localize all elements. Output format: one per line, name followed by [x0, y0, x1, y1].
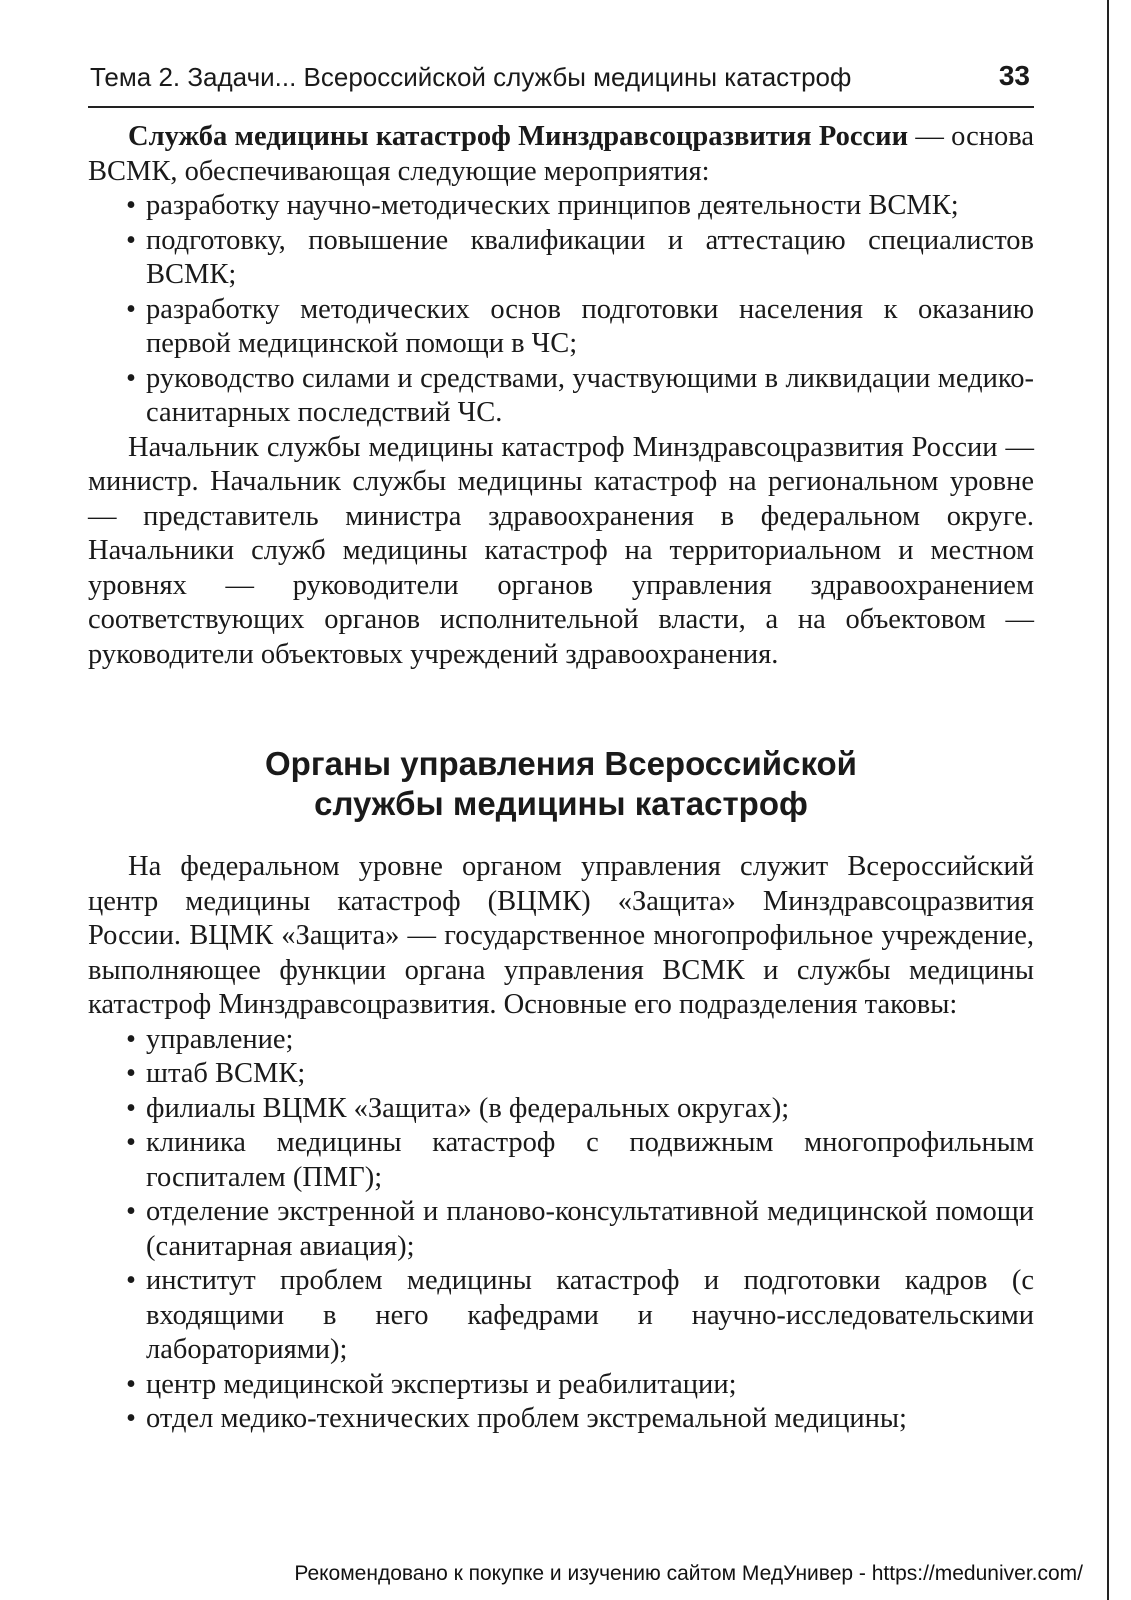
list-item: • руководство силами и средствами, участвующими в ликвидации медико-санитарных последствий ЧС.: [126, 362, 1034, 431]
page-number: 33: [998, 60, 1030, 91]
watermark-footer: Рекомендовано к покупке и изучению сайтом МедУнивер - https://meduniver.com/: [294, 1562, 1083, 1585]
list-item: • разработку методических основ подготовки населения к оказанию первой медицинской помощи в ЧС;: [126, 293, 1034, 362]
tasks-list: [88, 189, 1034, 431]
list-item: • клиника медицины катастроф с подвижным многопрофильным госпиталем (ПМГ);: [126, 1126, 1034, 1195]
list-item: • разработку научно-методических принципов деятельности ВСМК;: [126, 189, 1034, 224]
section-heading-line1: Органы управления Всероссийской: [265, 745, 857, 782]
list-item: • штаб ВСМК;: [126, 1057, 1034, 1092]
intro-bold-term: Служба медицины катастроф Минздравсоцразвития России: [128, 121, 909, 152]
list-item: • отделение экстренной и планово-консультативной медицинской помощи (санитарная авиация);: [126, 1195, 1034, 1264]
section-heading: [88, 744, 1034, 824]
list-item: • управление;: [126, 1023, 1034, 1058]
running-title: Тема 2. Задачи... Всероссийской службы медицины катастроф: [90, 62, 852, 92]
intro-rest: — основа ВСМК, обеспечивающая следующие мероприятия:: [88, 121, 1034, 187]
list-item: • центр медицинской экспертизы и реабилитации;: [126, 1368, 1034, 1403]
section-heading-line2: службы медицины катастроф: [314, 785, 808, 822]
page-body: [88, 120, 1034, 1437]
federal-paragraph: На федеральном уровне органом управления служит Всероссийский центр медицины катастроф (ВЦМК) «Защита» Минздравсоцразвития России. ВЦМК «Защита» — государственное многопрофильное учреждение, выполняющее функции органа управления ВСМК и службы медицины катастроф Минздравсоцразвития. Основные его подразделения таковы:: [88, 851, 1034, 1020]
subdivisions-list: [88, 1023, 1034, 1437]
list-item: • подготовку, повышение квалификации и аттестацию специалистов ВСМК;: [126, 224, 1034, 293]
running-header: [88, 58, 1034, 108]
list-item: • отдел медико-технических проблем экстремальной медицины;: [126, 1402, 1034, 1437]
list-item: • институт проблем медицины катастроф и подготовки кадров (с входящими в него кафедрами и научно-исследовательскими лабораториями);: [126, 1264, 1034, 1368]
list-item: • филиалы ВЦМК «Защита» (в федеральных округах);: [126, 1092, 1034, 1127]
intro-paragraph: [88, 120, 1034, 189]
chiefs-paragraph: Начальник службы медицины катастроф Минздравсоцразвития России — министр. Начальник службы медицины катастроф на региональном уровне — представитель министра здравоохранения в федеральном округе. Начальники служб медицины катастроф на территориальном и местном уровнях — руководители органов управления здравоохранением соответствующих органов исполнительной власти, а на объектовом — руководители объектовых учреждений здравоохранения.: [88, 431, 1034, 670]
